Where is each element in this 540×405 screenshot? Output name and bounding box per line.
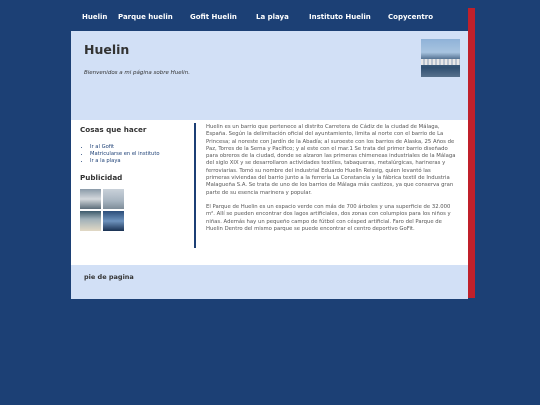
nav-link-instituto-huelin[interactable]: Instituto Huelin	[309, 13, 371, 21]
city-skyline-icon	[421, 59, 460, 65]
sidebar	[80, 125, 190, 231]
ads-thumbnails	[80, 189, 190, 231]
link-gofit[interactable]: Ir al Gofit	[90, 144, 115, 150]
paragraph-barrio: Huelin es un barrio que pertenece al distrito Carretera de Cádiz de la ciudad de Málaga, España. Según la delimitación oficial del ayuntamiento, limita al norte con el barrio de La Princesa; al noreste con Jardín de la Abadía; al suroeste con los barrios de Alaska, 25 Años de Paz, Torres de la Serna y Pacífico; y al este con el mar.1 Se trata del primer barrio diseñado para obreros de la ciudad, donde se alzaron las primeras chimeneas industriales de la Málaga del siglo XIX y se desarrollaron actividades textiles, tabaqueras, metalúrgicas, harineras y ferroviarias. Tomó su nombre del industrial Eduardo Huelin Reissig, quien levantó las primeras viviendas del barrio junto a la ferrería La Constancia y la fábrica textil de Industria Malagueña S.A. Se trata de uno de los barrios de Málaga más castizos, ya que conserva gran parte de su esencia marinera y popular.	[206, 124, 456, 196]
page-title: Huelin	[84, 42, 130, 57]
nav-link-gofit-huelin[interactable]: Gofit Huelin	[190, 13, 237, 21]
list-item[interactable]	[90, 158, 190, 165]
nav-link-huelin[interactable]: Huelin	[82, 13, 108, 21]
nav-link-la-playa[interactable]: La playa	[256, 13, 289, 21]
header	[71, 31, 468, 120]
ad-thumbnail-4[interactable]	[103, 211, 124, 231]
welcome-text: Bienvenidos a mi página sobre Huelin.	[84, 70, 190, 76]
city-coast-photo	[421, 39, 460, 77]
content-area	[71, 120, 468, 265]
things-to-do-heading: Cosas que hacer	[80, 125, 147, 134]
list-item[interactable]	[90, 151, 190, 158]
paragraph-parque: El Parque de Huelin es un espacio verde con más de 700 árboles y una superficie de 32.000 m². Allí se pueden encontrar dos lagos artificiales, dos zonas con columpios para los niños y niñas. Además hay un pequeño campo de fútbol con césped artificial. Faro del Parque de Huelin Dentro del mismo parque se puede encontrar el centro deportivo GoFit.	[206, 203, 451, 232]
footer-label: pie de pagina	[84, 273, 134, 281]
page-container	[71, 4, 468, 294]
link-playa[interactable]: Ir a la playa	[90, 158, 121, 164]
things-to-do-list	[80, 144, 190, 165]
content-divider	[194, 123, 196, 248]
list-item[interactable]	[90, 144, 190, 151]
nav-link-parque-huelin[interactable]: Parque huelin	[118, 13, 173, 21]
ad-thumbnail-2[interactable]	[103, 189, 124, 209]
ad-thumbnail-1[interactable]	[80, 189, 101, 209]
nav-link-copycentro[interactable]: Copycentro	[388, 13, 434, 21]
ads-heading: Publicidad	[80, 173, 123, 182]
footer	[71, 265, 468, 299]
main-text	[206, 124, 456, 240]
ad-thumbnail-3[interactable]	[80, 211, 101, 231]
top-nav	[71, 4, 468, 31]
link-instituto[interactable]: Matricularse en el instituto	[90, 151, 160, 157]
